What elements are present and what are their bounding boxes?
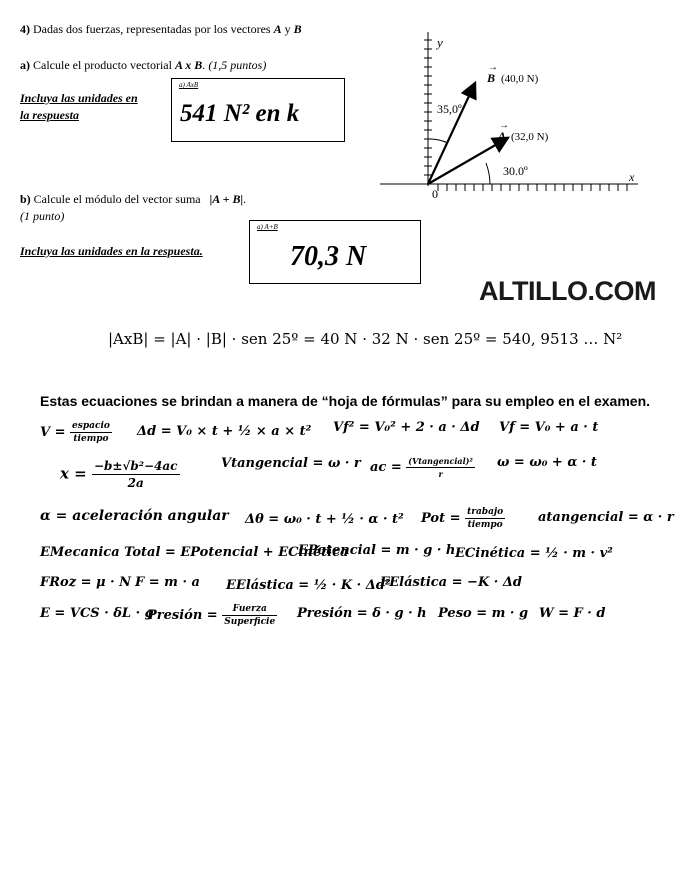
units-note-b: Incluya las unidades en la respuesta. <box>20 244 203 258</box>
formula-quadratic-fraction <box>92 458 180 491</box>
part-a-text: Calcule el producto vectorial <box>33 58 172 72</box>
problem-statement <box>20 22 302 37</box>
formula-alpha: α = aceleración angular <box>40 508 229 524</box>
statement-y: y <box>284 22 291 36</box>
vector-a-label: A <box>498 129 507 143</box>
vector-a-value: (32,0 N) <box>511 131 549 143</box>
formula-angular-velocity: ω = ω₀ + α · t <box>497 455 597 470</box>
formula-quadratic-lhs: x = <box>60 464 87 483</box>
vector-b-value: (40,0 N) <box>501 73 539 85</box>
formula-power-lhs: Pot = <box>421 511 461 526</box>
formula-sheet-heading: Estas ecuaciones se brindan a manera de “hoja de fórmulas” para su empleo en el examen. <box>40 393 651 409</box>
angle-a-label: 30.0º <box>503 164 528 178</box>
formula-displacement: Δd = V₀ × t + ½ × a × t² <box>137 424 312 439</box>
frac-den: 2a <box>127 476 144 490</box>
answer-a-label: a) AxB <box>179 81 199 89</box>
watermark-logo: ALTILLO.COM <box>479 276 656 306</box>
part-a-letter: a) <box>20 58 30 72</box>
frac-num: trabajo <box>467 507 504 517</box>
formula-kinetic-energy: ECinética = ½ · m · v² <box>455 546 613 561</box>
formula-pressure-fraction <box>222 603 277 628</box>
x-axis-ticks <box>438 184 627 191</box>
frac-num: (Vtangencial)² <box>408 456 473 466</box>
x-axis-label: x <box>629 170 635 184</box>
formula-newton: F = m · a <box>135 575 200 590</box>
frac-den: tiempo <box>467 520 503 530</box>
statement-text: Dadas dos fuerzas, representadas por los vectores <box>33 22 271 36</box>
statement-vector-b: B <box>293 22 302 36</box>
part-a-expr: A x B <box>174 58 203 72</box>
formula-weight: Peso = m · g <box>438 606 529 621</box>
frac-num: Fuerza <box>222 603 277 616</box>
vector-b-label: B <box>487 71 496 85</box>
part-a-points: . (1,5 puntos) <box>202 58 267 72</box>
formula-potential-energy: EPotencial = m · g · h <box>298 543 456 558</box>
formula-friction: FRoz = μ · N <box>40 575 132 590</box>
formula-pressure <box>147 603 277 628</box>
formula-mechanical-energy: EMecanica Total = EPotencial + ECinética <box>40 545 349 560</box>
formula-hydrostatic-pressure: Presión = δ · g · h <box>297 606 427 621</box>
statement-vector-a: A <box>273 22 282 36</box>
formula-quadratic <box>60 458 180 491</box>
answer-b-value: 70,3 N <box>290 241 367 272</box>
formula-energy-e: E = VCS · δL · g <box>40 606 154 621</box>
formula-vf: Vf = V₀ + a · t <box>499 420 599 435</box>
units-note-a-line1: Incluya las unidades en <box>20 91 138 105</box>
formula-elastic-energy: EElástica = ½ · K · Δd² <box>226 578 391 593</box>
formula-velocity <box>40 420 112 445</box>
vector-b-arrow <box>428 83 475 185</box>
vector-a-arrow <box>428 138 509 185</box>
answer-box-b <box>249 220 421 284</box>
part-b-text: Calcule el módulo del vector suma <box>33 192 201 206</box>
formula-tangential-accel: atangencial = α · r <box>538 510 674 525</box>
vector-a-arrow-over: → <box>499 120 509 131</box>
answer-b-label: a) A+B <box>257 223 278 231</box>
formula-power <box>421 506 505 531</box>
frac-den: Superficie <box>224 617 276 627</box>
part-b-question: b) Calcule el módulo del vector suma |A + B|. <box>20 192 247 206</box>
frac-den: r <box>438 469 443 479</box>
formula-velocity-lhs: V = <box>40 425 66 440</box>
y-axis-label: y <box>437 35 443 50</box>
vector-diagram <box>380 20 650 210</box>
formula-centripetal-fraction <box>406 455 475 480</box>
origin-label: 0 <box>432 187 438 201</box>
formula-tangential-velocity: Vtangencial = ω · r <box>221 456 361 471</box>
formula-elastic-force: FElástica = −K · Δd <box>380 575 522 590</box>
answer-a-value: 541 N² en k <box>180 100 300 127</box>
part-b-expr: |A + B| <box>209 192 244 206</box>
angle-b-label: 35,0º <box>437 102 462 116</box>
solution-equation: |AxB| = |A| · |B| · sen 25º = 40 N · 32 N · sen 25º = 540, 9513 … N² <box>108 330 623 348</box>
frac-num: espacio <box>72 421 110 431</box>
units-note-a-line2: la respuesta <box>20 108 80 122</box>
formula-pressure-lhs: Presión = <box>147 608 218 623</box>
angle-a-arc <box>486 163 490 184</box>
formula-centripetal <box>370 455 475 480</box>
frac-num: −b±√b²−4ac <box>93 459 178 473</box>
vector-b-arrow-over: → <box>488 62 498 73</box>
part-b-points: (1 punto) <box>20 209 65 223</box>
formula-centripetal-lhs: ac = <box>370 460 402 475</box>
problem-number: 4) <box>20 22 30 36</box>
formula-velocity-fraction <box>70 420 112 445</box>
formula-work: W = F · d <box>539 606 606 621</box>
angle-b-arc <box>428 139 448 143</box>
formula-delta-theta: Δθ = ω₀ · t + ½ · α · t² <box>245 512 404 527</box>
formula-power-fraction <box>465 506 505 531</box>
frac-den: tiempo <box>73 434 109 444</box>
answer-box-a <box>171 78 345 142</box>
formula-vf-squared: Vf² = V₀² + 2 · a · Δd <box>333 420 480 435</box>
part-a-question <box>20 58 266 73</box>
part-b-letter: b) <box>20 192 31 206</box>
